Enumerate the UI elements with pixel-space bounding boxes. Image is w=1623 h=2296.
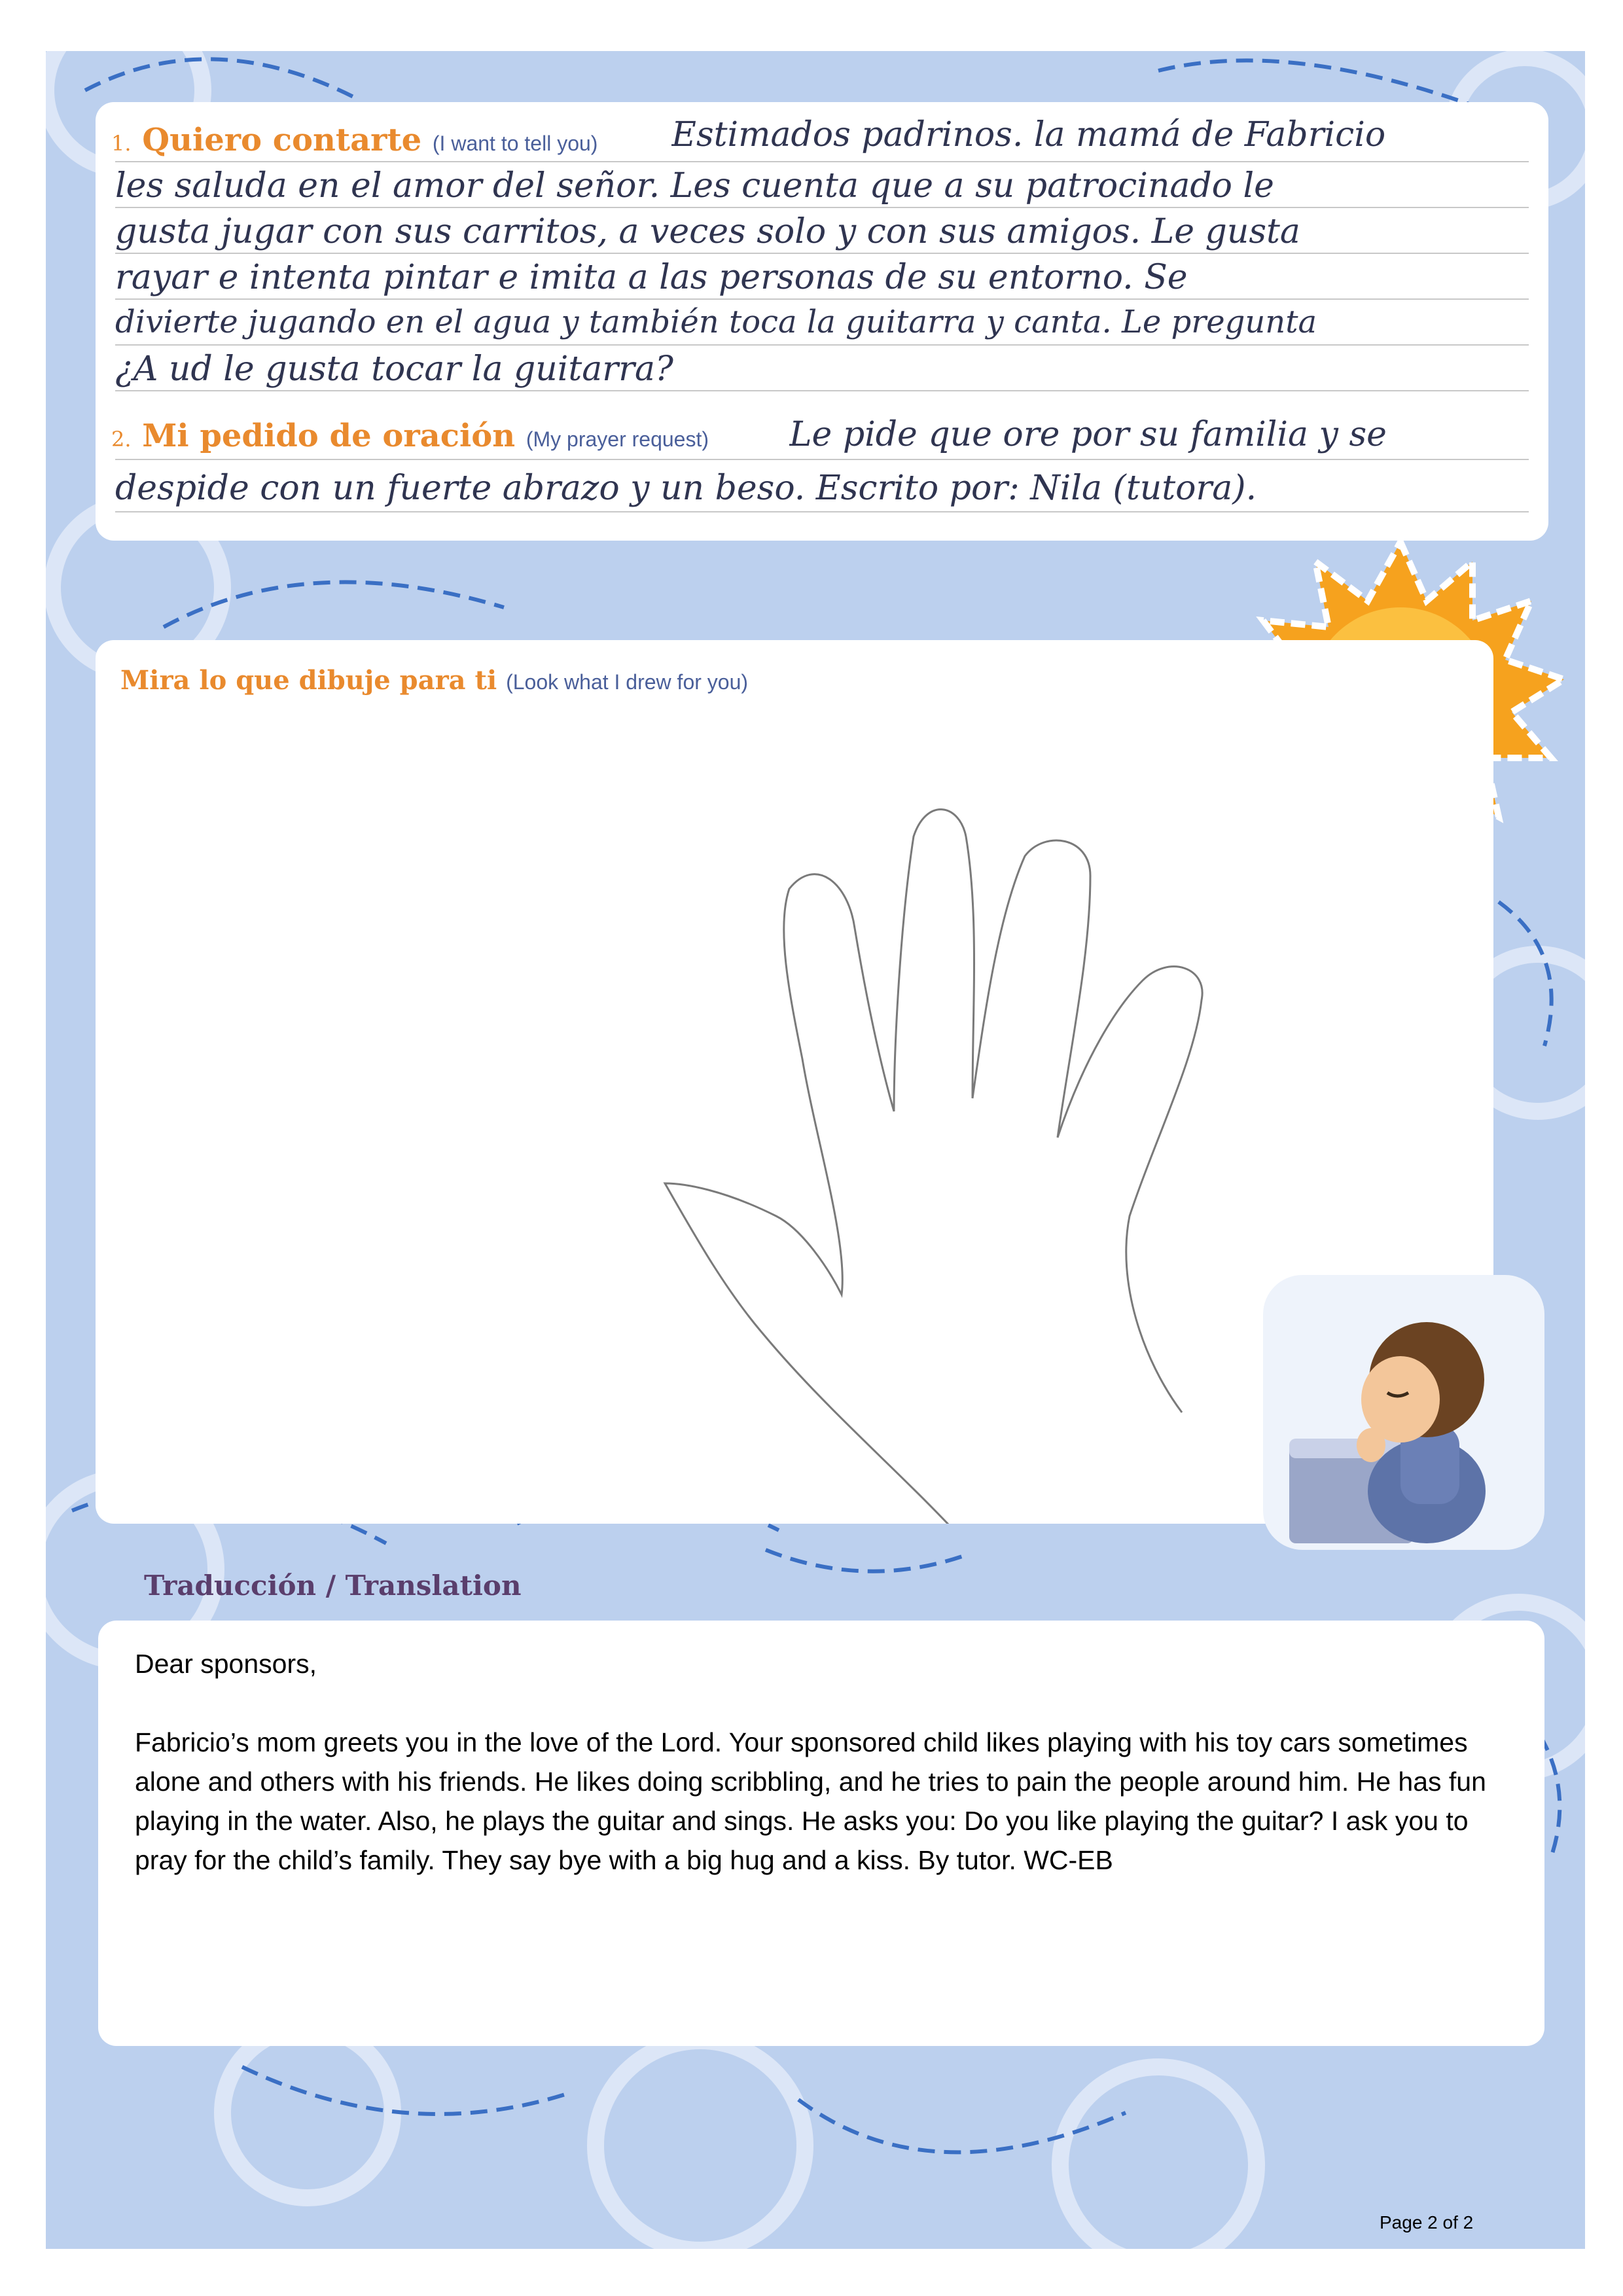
page-number: Page 2 of 2 — [1380, 2212, 1474, 2233]
section1-number: 1. — [111, 131, 132, 156]
section1-subtitle: (I want to tell you) — [432, 132, 598, 155]
translation-text — [135, 1644, 1509, 1880]
praying-child-illustration — [1263, 1275, 1544, 1550]
translation-panel — [98, 1621, 1544, 2046]
section1-heading — [111, 122, 597, 158]
translation-heading: Traducción / Translation — [144, 1570, 522, 1602]
handwritten-line: ¿A ud le gusta tocar la guitarra? — [115, 350, 673, 389]
handwritten-line: Le pide que ore por su familia y se — [789, 415, 1387, 454]
handwritten-line: gusta jugar con sus carritos, a veces solo y con sus amigos. Le gusta — [115, 212, 1300, 251]
handwritten-line: despide con un fuerte abrazo y un beso. Escrito por: Nila (tutora). — [115, 469, 1257, 508]
section2-subtitle: (My prayer request) — [526, 427, 709, 451]
handwritten-line: rayar e intenta pintar e imita a las personas de su entorno. Se — [115, 258, 1188, 297]
section2-number: 2. — [111, 427, 132, 452]
drawing-title: Mira lo que dibuje para ti — [120, 665, 497, 696]
section2-heading — [111, 418, 709, 454]
handwritten-line: les saluda en el amor del señor. Les cuenta que a su patrocinado le — [115, 166, 1274, 206]
drawing-subtitle: (Look what I drew for you) — [506, 670, 749, 694]
section2-title: Mi pedido de oración — [142, 418, 516, 454]
letter-content-panel — [96, 102, 1548, 541]
section1-title: Quiero contarte — [142, 122, 422, 158]
handwritten-line: Estimados padrinos. la mamá de Fabricio — [671, 115, 1386, 154]
letter-page — [46, 51, 1585, 2249]
handwritten-line: divierte jugando en el agua y también toca la guitarra y canta. Le pregunta — [115, 304, 1317, 340]
translation-body: Fabricio’s mom greets you in the love of the Lord. Your sponsored child likes playing with his toy cars sometimes alone and others with his friends. He likes doing scribbling, and he tries to pain the people around him. He has fun playing in the water. Also, he plays the guitar and sings. He asks you: Do you like playing the guitar? I ask you to pray for the child’s family. They say bye with a big hug and a kiss. By tutor. WC-EB — [135, 1727, 1486, 1875]
translation-greeting: Dear sponsors, — [135, 1649, 317, 1679]
